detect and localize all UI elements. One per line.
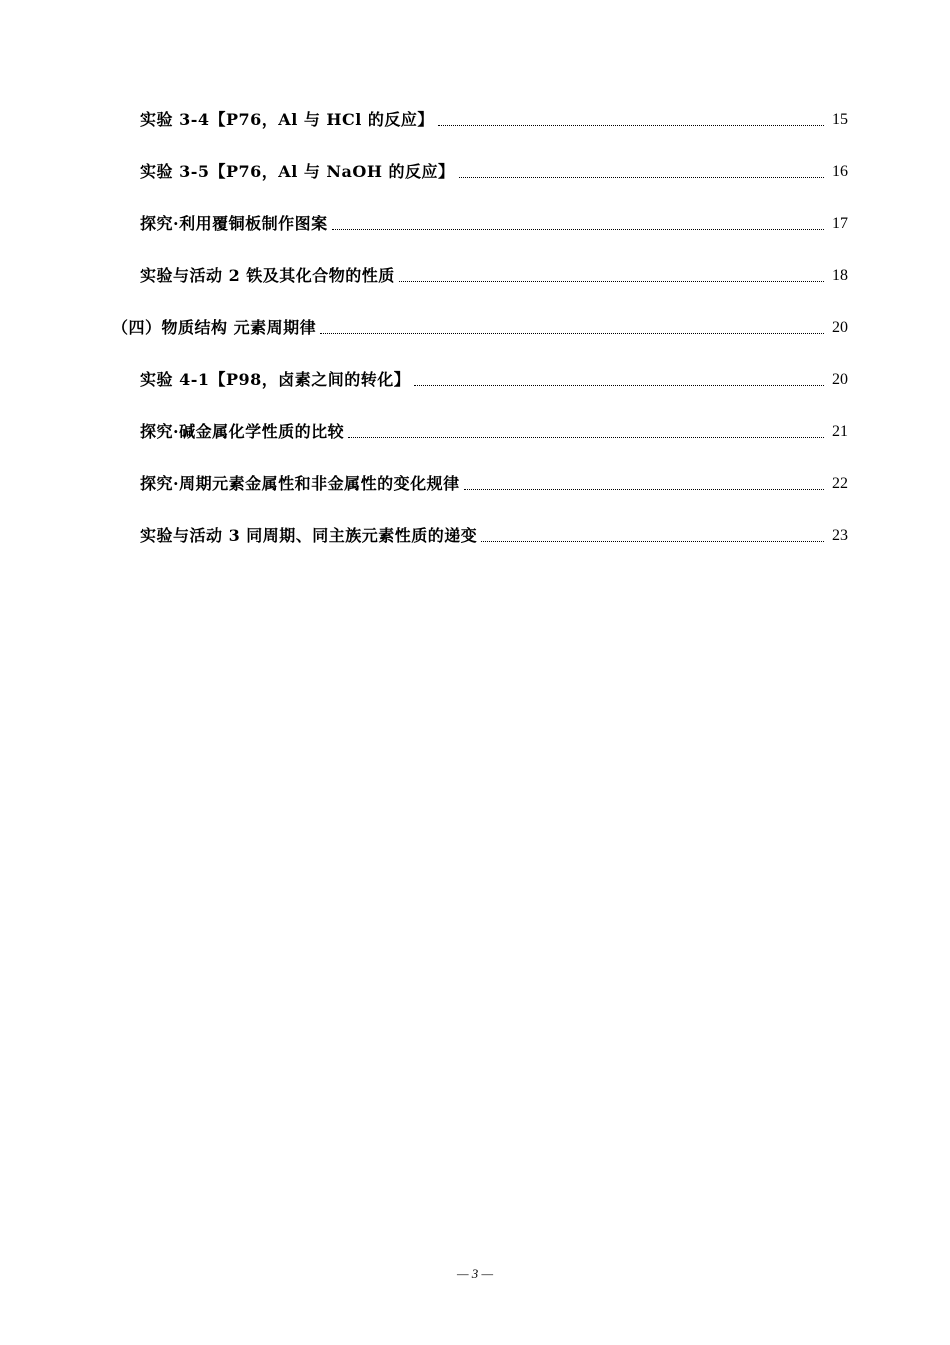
- toc-entry[interactable]: [0, 258, 950, 286]
- toc-entry-title: 实验 3-5【P76，Al 与 NaOH 的反应】: [140, 162, 455, 181]
- dot-leader: [348, 436, 824, 438]
- toc-entry-page: 20: [832, 371, 848, 388]
- toc-entry[interactable]: [0, 466, 950, 494]
- toc-entry[interactable]: [0, 102, 950, 130]
- toc-entry-title: 实验与活动 2 铁及其化合物的性质: [140, 266, 395, 285]
- dot-leader: [332, 228, 824, 230]
- dot-leader: [459, 176, 824, 178]
- dot-leader: [464, 488, 824, 490]
- toc-entry[interactable]: [0, 362, 950, 390]
- toc-entry[interactable]: [0, 414, 950, 442]
- toc-entry-page: 23: [832, 527, 848, 544]
- toc-entry-title: 探究·周期元素金属性和非金属性的变化规律: [140, 474, 460, 493]
- toc-entry-title: 实验 4-1【P98，卤素之间的转化】: [140, 370, 411, 389]
- toc-entry-page: 15: [832, 111, 848, 128]
- dot-leader: [399, 280, 824, 282]
- toc-entry-page: 20: [832, 319, 848, 336]
- toc-section-entry[interactable]: [0, 310, 950, 338]
- toc-entry[interactable]: [0, 154, 950, 182]
- toc-entry-title: （四）物质结构 元素周期律: [112, 318, 317, 337]
- toc-entry-page: 17: [832, 215, 848, 232]
- dot-leader: [414, 384, 824, 386]
- toc-entry-title: 探究·碱金属化学性质的比较: [140, 422, 345, 441]
- toc-entry-page: 22: [832, 475, 848, 492]
- toc-entry-page: 16: [832, 163, 848, 180]
- toc-entry-page: 18: [832, 267, 848, 284]
- toc-entry-title: 实验 3-4【P76，Al 与 HCl 的反应】: [140, 110, 434, 129]
- dot-leader: [438, 124, 824, 126]
- dot-leader: [320, 332, 824, 334]
- toc-entry-page: 21: [832, 423, 848, 440]
- page-number-footer: — 3 —: [456, 1266, 494, 1281]
- toc-entry-title: 实验与活动 3 同周期、同主族元素性质的递变: [140, 526, 478, 545]
- toc-entry[interactable]: [0, 206, 950, 234]
- dot-leader: [481, 540, 824, 542]
- toc-entry-title: 探究·利用覆铜板制作图案: [140, 214, 328, 233]
- toc-entry[interactable]: [0, 518, 950, 546]
